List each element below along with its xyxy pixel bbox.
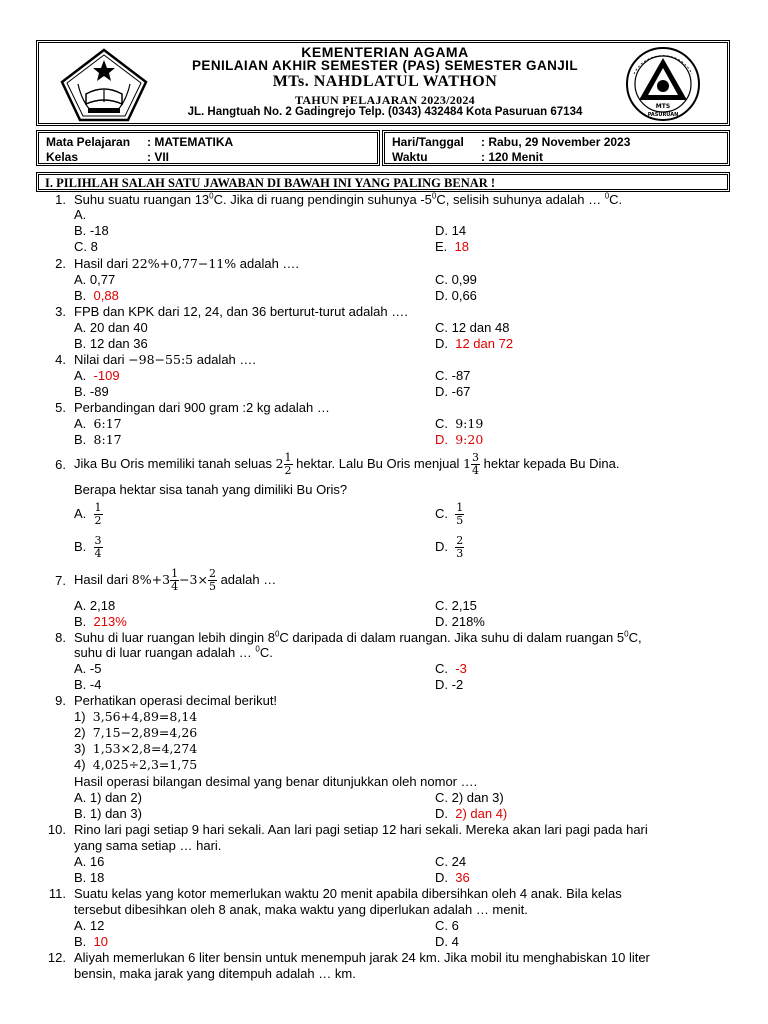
exam-title: PENILAIAN AKHIR SEMESTER (PAS) SEMESTER GANJIL [192,58,578,73]
statement-2: 2) 7,15−2,89=4,26 [74,725,198,740]
answer-key: 213% [93,614,127,629]
school-name: MTs. NAHDLATUL WATHON [272,73,498,90]
answer-key: -3 [455,661,467,676]
option-b[interactable]: B. 10 [74,934,108,949]
option-d[interactable]: D. 36 [435,870,470,885]
option-b[interactable]: B. -4 [74,677,102,692]
answer-key: -109 [93,368,120,383]
class-value: : VII [147,150,170,164]
subject-label: Mata Pelajaran [46,135,131,149]
fraction: $\frac{1}{2}$ [94,501,102,528]
fraction: $\frac{1}{5}$ [456,501,464,528]
option-e[interactable]: E. 18 [435,239,469,254]
question-5-text: Perbandingan dari 900 gram :2 kg adalah … [74,400,330,415]
question-number: 3. [55,304,66,319]
question-number: 8. [55,630,66,645]
fraction: $\frac{1}{4}$ [171,567,179,594]
answer-key: 2) dan 4) [455,806,508,821]
fraction: $\frac{2}{3}$ [456,534,464,561]
option-c[interactable]: C. 9:19 [435,416,484,431]
option-b[interactable]: B. 12 dan 36 [74,336,148,351]
academic-year: TAHUN PELAJARAN 2023/2024 [295,93,475,107]
option-d[interactable]: D. 2) dan 4) [435,806,508,821]
question-2-text: Hasil dari 22%+0,77−11% adalah …. [74,256,300,271]
option-c[interactable]: C. 2,15 [435,598,477,613]
option-b[interactable]: B. -18 [74,223,109,238]
fraction: $\frac{3}{4}$ [472,451,480,478]
question-6-text: Jika Bu Oris memiliki tanah seluas 2 $\frac{1}{2}$ hektar. Lalu Bu Oris menjual 1 $\frac{3}{4}$ hektar kepada Bu Dina. [74,451,620,478]
question-9-ask: Hasil operasi bilangan desimal yang benar ditunjukkan oleh nomor …. [74,774,478,789]
option-d[interactable]: D. 12 dan 72 [435,336,514,351]
option-d[interactable]: D. 218% [435,614,485,629]
date-row [392,135,631,149]
statement-3: 3) 1,53×2,8=4,274 [74,741,198,756]
question-12-text-line2: bensin, maka jarak yang ditempuh adalah … km. [74,966,356,981]
nahdlatul-wathon-logo-icon [614,44,712,124]
option-a[interactable]: A. 12 [74,918,105,933]
option-b[interactable]: B. -89 [74,384,109,399]
subject-value: : MATEMATIKA [147,135,234,149]
option-c[interactable]: C. $\frac{1}{5}$ [435,501,464,528]
date-label: Hari/Tanggal [392,135,464,149]
option-b[interactable]: B. 8:17 [74,432,122,447]
fraction: $\frac{3}{4}$ [94,534,102,561]
statement-1: 1) 3,56+4,89=8,14 [74,709,198,724]
answer-key: 10 [93,934,108,949]
option-a[interactable]: A. 20 dan 40 [74,320,148,335]
question-11-text-line2: tersebut dibesihkan oleh 8 anak, maka waktu yang diperlukan adalah … menit. [74,902,528,917]
question-number: 11. [48,886,66,901]
question-number: 9. [55,693,66,708]
option-c[interactable]: C. 8 [74,239,98,254]
option-d[interactable]: D. $\frac{2}{3}$ [435,534,464,561]
question-6-text-line2: Berapa hektar sisa tanah yang dimiliki Bu Oris? [74,482,348,497]
ministry-of-religion-logo-icon [58,46,150,124]
fraction: $\frac{1}{2}$ [284,451,292,478]
option-b[interactable]: B. $\frac{3}{4}$ [74,534,102,561]
svg-text:PASURUAN: PASURUAN [647,112,679,118]
time-label: Waktu [392,150,428,164]
class-label: Kelas [46,150,79,164]
question-number: 10. [47,822,66,837]
question-number: 1. [55,192,66,207]
answer-key: 0,88 [93,288,119,303]
section-title: I. PILIHLAH SALAH SATU JAWABAN DI BAWAH INI YANG PALING BENAR ! [45,176,496,190]
option-d[interactable]: D. 9:20 [435,432,484,447]
answer-key: 12 dan 72 [455,336,514,351]
option-d[interactable]: D. -2 [435,677,464,692]
option-c[interactable]: C. 24 [435,854,467,869]
option-c[interactable]: C. -3 [435,661,467,676]
option-d[interactable]: D. 0,66 [435,288,477,303]
question-10-text: Rino lari pagi setiap 9 hari sekali. Aan lari pagi setiap 12 hari sekali. Mereka akan lari pagi pada hari [74,822,648,837]
option-a[interactable]: A. $\frac{1}{2}$ [74,501,102,528]
option-d[interactable]: D. -67 [435,384,471,399]
svg-text:MTS: MTS [655,103,671,110]
question-11-text: Suatu kelas yang kotor memerlukan waktu 20 menit apabila dibersihkan oleh 4 anak. Bila kelas [74,886,622,901]
option-b[interactable]: B. 1) dan 3) [74,806,142,821]
option-c[interactable]: C. 12 dan 48 [435,320,510,335]
question-8-text-line2: suhu di luar ruangan adalah … $^0$C. [74,644,273,660]
question-number: 12. [47,950,66,965]
option-a[interactable]: A. 2,18 [74,598,116,613]
date-value: : Rabu, 29 November 2023 [481,135,631,149]
option-a[interactable]: A. [74,207,87,222]
option-b[interactable]: B. 18 [74,870,105,885]
question-12-text: Aliyah memerlukan 6 liter bensin untuk menempuh jarak 24 km. Jika mobil itu menghabiskan 10 liter [74,950,650,965]
option-a[interactable]: A. 0,77 [74,272,116,287]
question-4-text: Nilai dari −98−55:5 adalah …. [74,352,256,367]
statement-4: 4) 4,025÷2,3=1,75 [74,757,198,772]
option-a[interactable]: A. 6:17 [74,416,122,431]
date-info-box [382,130,730,166]
subject-info-box [36,130,380,166]
option-c[interactable]: C. -87 [435,368,471,383]
option-a[interactable]: A. 1) dan 2) [74,790,142,805]
section-header [36,172,730,192]
answer-key: 18 [454,239,469,254]
time-value: : 120 Menit [481,150,544,164]
question-9-text: Perhatikan operasi decimal berikut! [74,693,278,708]
subject-row [46,135,234,149]
option-c[interactable]: C. 0,99 [435,272,477,287]
school-address: JL. Hangtuah No. 2 Gadingrejo Telp. (0343) 432484 Kota Pasuruan 67134 [187,106,583,118]
question-7-text: Hasil dari 8%+3 $\frac{1}{4}$ −3× $\frac{2}{5}$ adalah … [74,567,277,594]
option-b[interactable]: B. 213% [74,614,127,629]
answer-key: 9:20 [455,432,484,447]
time-row [392,150,544,164]
option-a[interactable]: A. 16 [74,854,105,869]
option-b[interactable]: B. 0,88 [74,288,119,303]
option-c[interactable]: C. 6 [435,918,459,933]
option-c[interactable]: C. 2) dan 3) [435,790,504,805]
ministry-title: KEMENTERIAN AGAMA [301,44,469,60]
question-number: 2. [55,256,66,271]
option-d[interactable]: D. 14 [435,223,467,238]
question-number: 4. [55,352,66,367]
question-8-text: Suhu di luar ruangan lebih dingin $8^0C$ daripada di dalam ruangan. Jika suhu di dalam ruangan $5^0C$, [74,629,642,645]
answer-key: 36 [455,870,470,885]
question-3-text: FPB dan KPK dari 12, 24, dan 36 berturut-turut adalah …. [74,304,408,319]
question-number: 6. [55,457,66,472]
option-a[interactable]: A. -5 [74,661,102,676]
option-d[interactable]: D. 4 [435,934,459,949]
fraction: $\frac{2}{5}$ [208,567,216,594]
question-number: 7. [55,573,66,588]
class-row [46,150,170,164]
question-number: 5. [55,400,66,415]
option-a[interactable]: A. -109 [74,368,120,383]
question-1-text: Suhu suatu ruangan $13^0C$. Jika di ruang pendingin suhunya $-5^0C$, selisih suhunya adalah … $^0$C. [74,191,623,207]
question-10-text-line2: yang sama setiap … hari. [74,838,222,853]
